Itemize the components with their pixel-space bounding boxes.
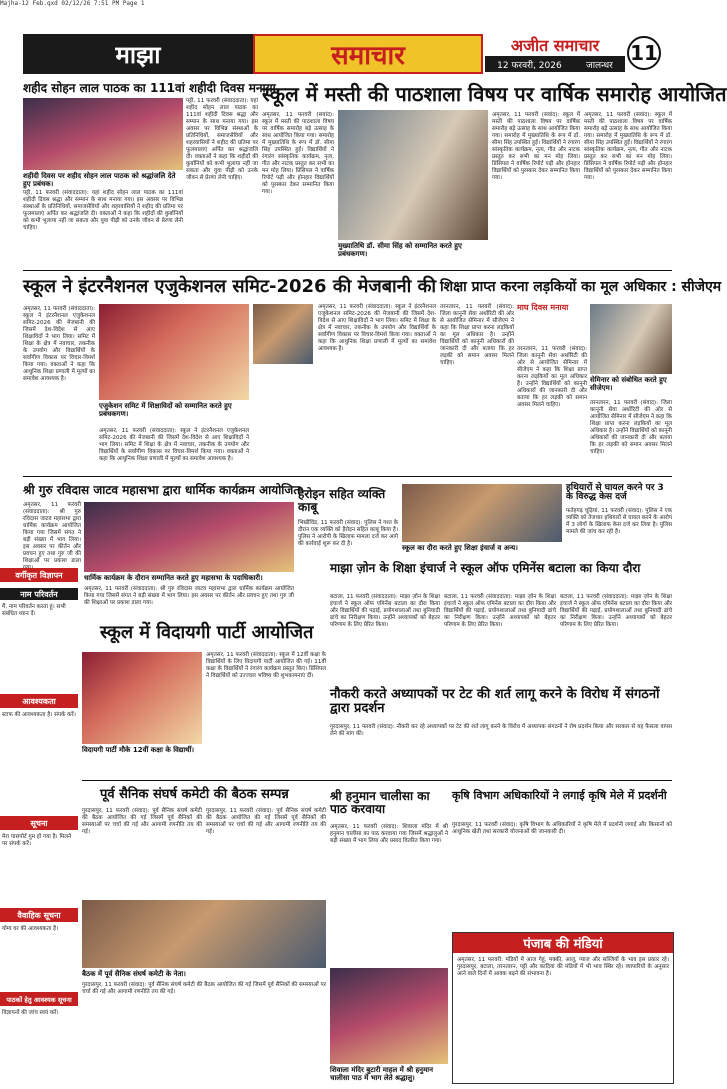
- caption-farewell-party: विदायगी पार्टी मौके 12वीं कक्षा के विद्यार्थी।: [82, 746, 195, 754]
- name-change-heading: नाम परिवर्तन: [0, 588, 78, 600]
- section-title-left: माझा: [23, 34, 253, 74]
- divider: [23, 476, 672, 477]
- headline-ladkiyon-adhikar: शिक्षा प्राप्त करना लड़कियों का मूल अधिकार : सीजेएम: [440, 279, 722, 295]
- headline-school-eminence: माझा ज़ोन के शिक्षा इंचार्ज ने स्कूल ऑफ एमिनेंस बटाला का किया दौरा: [330, 561, 641, 575]
- issue-date: 12 फरवरी, 2026: [497, 60, 562, 71]
- paper-name: अजीत समाचार: [510, 36, 600, 55]
- body-school-eminence-col2: बटाला, 11 फरवरी (संवाददाता): माझा ज़ोन के शिक्षा इंचार्ज ने स्कूल ऑफ एमिनेंस बटाला का दौरा किया और विद्यार्थियों की पढ़ाई, प्रयोगशालाओं तथा बुनियादी ढांचे का निरीक्षण किया। उन्होंने अध्यापकों को बेहतर परिणाम के लिए प्रेरित किया।: [444, 594, 556, 628]
- subhead-magh-diwas: माघ दिवस मनाया: [517, 303, 569, 312]
- body-hanuman-chalisa: अमृतसर, 11 फरवरी (संवाद): शिवाला मंदिर में श्री हनुमान चालीसा का पाठ करवाया गया जिसमें श्रद्धालुओं ने बड़ी संख्या में भाग लिया और प्रसाद वितरित किया गया।: [330, 824, 448, 844]
- body-ladkiyon-adhikar: तरनतारन, 11 फरवरी (संवाद): जिला कानूनी सेवा अथॉरिटी की ओर से आयोजित सेमिनार में सीजेएम ने कहा कि शिक्षा प्राप्त करना लड़कियों का मूल अधिकार है। उन्होंने विद्यार्थियों को कानूनी अधिकारों की जानकारी दी और बताया कि हर लड़की को समान अवसर मिलने चाहिए।: [440, 304, 514, 366]
- mandi-rates-box: [452, 932, 674, 1084]
- photo-ravidas-mahasabha: [84, 502, 294, 572]
- headline-shaheed-diwas: शहीद सोहन लाल पाठक का 111वां शहीदी दिवस मनाया: [23, 81, 276, 95]
- caption-purv-sainik: बैठक में पूर्व सैनिक संघर्ष कमेटी के नेता।: [82, 970, 186, 978]
- photo-farewell-party: [82, 652, 202, 744]
- section-title-right: समाचार: [253, 34, 483, 74]
- body-ladkiyon-adhikar-col2: तरनतारन, 11 फरवरी (संवाद): जिला कानूनी सेवा अथॉरिटी की ओर से आयोजित सेमिनार में सीजेएम ने कहा कि शिक्षा प्राप्त करना लड़कियों का मूल अधिकार है। उन्होंने विद्यार्थियों को कानूनी अधिकारों की जानकारी दी और बताया कि हर लड़की को समान अवसर मिलने चाहिए।: [517, 346, 587, 408]
- caption-ravidas-mahasabha: धार्मिक कार्यक्रम के दौरान सम्मानित करते हुए महासभा के पदाधिकारी।: [84, 574, 263, 582]
- body-farewell-party: अमृतसर, 11 फरवरी (संवाददाता): स्कूल में 12वीं कक्षा के विद्यार्थियों के लिए विदायगी पार्टी आयोजित की गई। 11वीं कक्षा के विद्यार्थियों ने रंगारंग कार्यक्रम प्रस्तुत किए। प्रिंसिपल ने विद्यार्थियों को उज्ज्वल भविष्य की शुभकामनाएं दीं।: [206, 652, 326, 679]
- photo-cjm-seminar: [590, 304, 672, 374]
- photo-purv-sainik: [82, 900, 326, 968]
- caption-shaheed-diwas: शहीदी दिवस पर शहीद सोहन लाल पाठक को श्रद्धांजलि देते हुए प्रबंधक।: [23, 172, 176, 189]
- photo-shaheed-diwas: [23, 98, 183, 170]
- issue-city: जालन्धर: [586, 60, 613, 71]
- classifieds-heading: वर्गीकृत विज्ञापन: [0, 568, 78, 582]
- divider: [82, 780, 672, 781]
- headline-tet-virodh: नौकरी करते अध्यापकों पर टेट की शर्त लागू करने के विरोध में संगठनों द्वारा प्रदर्शन: [330, 687, 660, 716]
- photo-education-summit: [99, 304, 249, 400]
- body-education-summit: अमृतसर, 11 फरवरी (संवाददाता): स्कूल ने इंटरनैशनल एजुकेशनल समिट-2026 की मेजबानी की जिसमें देश-विदेश से आए शिक्षाविदों ने भाग लिया। समिट में शिक्षा के क्षेत्र में नवाचार, तकनीक के उपयोग और विद्यार्थियों के सर्वांगीण विकास पर विचार-विमर्श किया गया। वक्ताओं ने कहा कि आधुनिक शिक्षा प्रणाली में मूल्यों का समावेश आवश्यक है।: [23, 306, 95, 382]
- body-shaheed-diwas: पट्टी, 11 फरवरी (संवाददाता): यहां शहीद सोहन लाल पाठक का 111वां शहीदी दिवस श्रद्धा और सम्मान के साथ मनाया गया। इस अवसर पर विभिन्न संस्थाओं के प्रतिनिधियों, समाजसेवियों और शहरवासियों ने शहीद की प्रतिमा पर फूलमालाएं अर्पित कर श्रद्धांजलि दी। वक्ताओं ने कहा कि शहीदों की कुर्बानियों को कभी भुलाया नहीं जा सकता और युवा पीढ़ी को उनके जीवन से प्रेरणा लेनी चाहिए।: [23, 190, 183, 231]
- caption-cjm-seminar: सेमिनार को संबोधित करते हुए सीजेएम।: [590, 376, 667, 393]
- body-shaheed-diwas-col2: पट्टी, 11 फरवरी (संवाददाता): यहां शहीद सोहन लाल पाठक का 111वां शहीदी दिवस श्रद्धा और सम्मान के साथ मनाया गया। इस अवसर पर विभिन्न संस्थाओं के प्रतिनिधियों, समाजसेवियों और शहरवासियों ने शहीद की प्रतिमा पर फूलमालाएं अर्पित कर श्रद्धांजलि दी। वक्ताओं ने कहा कि शहीदों की कुर्बानियों को कभी भुलाया नहीं जा सकता और युवा पीढ़ी को उनके जीवन से प्रेरणा लेनी चाहिए।: [186, 98, 258, 181]
- body-purv-sainik-col2: गुरदासपुर, 11 फरवरी (संवाद): पूर्व सैनिक संघर्ष कमेटी की बैठक आयोजित की गई जिसमें पूर्व सैनिकों की समस्याओं पर चर्चा की गई और आगामी रणनीति तय की गई।: [206, 808, 326, 835]
- body-purv-sainik: गुरदासपुर, 11 फरवरी (संवाद): पूर्व सैनिक संघर्ष कमेटी की बैठक आयोजित की गई जिसमें पूर्व सैनिकों की समस्याओं पर चर्चा की गई और आगामी रणनीति तय की गई।: [82, 808, 202, 835]
- mandi-rates-text: अमृतसर, 11 फरवरी: मंडियों में आज गेहूं, मक्की, आलू, प्याज और सब्जियों के भाव इस प्रकार रहे। गुरदासपुर, बटाला, तरनतारन, पट्टी और कादियां की मंडियों में भी भाव स्थिर रहे। व्यापारियों के अनुसार आने वाले दिनों में आवक बढ़ने की संभावना है।: [457, 957, 669, 977]
- body-heroin: भिखीविंड, 11 फरवरी (संवाद): पुलिस ने गश्त के दौरान एक व्यक्ति को हैरोइन सहित काबू किया है। पुलिस ने आरोपी के खिलाफ मामला दर्ज कर आगे की कार्रवाई शुरू कर दी है।: [298, 520, 398, 547]
- readers-notice-heading: पाठकों हेतु आवश्यक सूचना: [0, 992, 78, 1006]
- name-change-text: मैं, नाम परिवर्तन करता हूं। सभी संबंधित ध्यान दें।: [2, 604, 66, 617]
- body-ravidas-mahasabha: अमृतसर, 11 फरवरी (संवाददाता): श्री गुरु रविदास जाटव महासभा द्वारा धार्मिक कार्यक्रम आयोजित किया गया जिसमें संगत ने बड़ी संख्या में भाग लिया। इस अवसर पर कीर्तन और प्रवचन हुए तथा गुरु जी की शिक्षाओं पर प्रकाश डाला: [23, 502, 81, 564]
- photo-school-eminence: [402, 484, 562, 542]
- body-education-summit-col2: अमृतसर, 11 फरवरी (संवाददाता): स्कूल ने इंटरनैशनल एजुकेशनल समिट-2026 की मेजबानी की जिसमें देश-विदेश से आए शिक्षाविदों ने भाग लिया। समिट में शिक्षा के क्षेत्र में नवाचार, तकनीक के उपयोग और विद्यार्थियों के सर्वांगीण विकास पर विचार-विमर्श किया गया। वक्ताओं ने कहा कि आधुनिक शिक्षा प्रणाली में मूल्यों का समावेश आवश्यक है।: [99, 428, 249, 462]
- body-education-summit-col3: अमृतसर, 11 फरवरी (संवाददाता): स्कूल ने इंटरनैशनल एजुकेशनल समिट-2026 की मेजबानी की जिसमें देश-विदेश से आए शिक्षाविदों ने भाग लिया। समिट में शिक्षा के क्षेत्र में नवाचार, तकनीक के उपयोग और विद्यार्थियों के सर्वांगीण विकास पर विचार-विमर्श किया गया। वक्ताओं ने कहा कि आधुनिक शिक्षा प्रणाली में मूल्यों का समावेश आवश्यक है।: [318, 304, 436, 352]
- requirement-heading: आवश्यकता: [0, 694, 78, 708]
- page-number: 11: [627, 36, 661, 70]
- masthead: [23, 34, 663, 74]
- divider: [23, 270, 672, 271]
- mandi-rates-title: पंजाब की मंडियां: [453, 933, 673, 953]
- body-school-eminence-col3: बटाला, 11 फरवरी (संवाददाता): माझा ज़ोन के शिक्षा इंचार्ज ने स्कूल ऑफ एमिनेंस बटाला का दौरा किया और विद्यार्थियों की पढ़ाई, प्रयोगशालाओं तथा बुनियादी ढांचे का निरीक्षण किया। उन्होंने अध्यापकों को बेहतर परिणाम के लिए प्रेरित किया।: [560, 594, 672, 628]
- caption-school-eminence: स्कूल का दौरा करते हुए शिक्षा इंचार्ज व अन्य।: [402, 544, 518, 552]
- readers-notice-text: विज्ञापनों की जांच स्वयं करें।: [2, 1010, 59, 1016]
- headline-heroin: हैरोइन सहित व्यक्ति काबू: [298, 487, 386, 514]
- print-slug: Majha-12 Feb.qxd 02/12/26 7:51 PM Page 1: [0, 0, 145, 7]
- headline-hanuman-chalisa: श्री हनुमान चालीसा का पाठ करवाया: [330, 789, 430, 816]
- caption-varshik-samaroh: मुख्यातिथि डॉ. सीमा सिंह को सम्मानित करते हुए प्रबंधकगण।: [338, 242, 462, 259]
- headline-varshik-samaroh: स्कूल में मस्ती की पाठशाला विषय पर वार्षिक समारोह आयोजित: [262, 82, 727, 106]
- matrimonial-text: योग्य वर की आवश्यकता है।: [2, 926, 59, 932]
- body-ravidas-mahasabha-col2: अमृतसर, 11 फरवरी (संवाददाता): श्री गुरु रविदास जाटव महासभा द्वारा धार्मिक कार्यक्रम आयोजित किया गया जिसमें संगत ने बड़ी संख्या में भाग लिया। इस अवसर पर कीर्तन और प्रवचन हुए तथा गुरु जी की शिक्षाओं पर प्रकाश डाला गया।: [84, 586, 294, 606]
- dateline-bar: [485, 56, 625, 72]
- notice-text: मेरा पासपोर्ट गुम हो गया है। मिलने पर संपर्क करें।: [2, 834, 72, 847]
- body-varshik-samaroh-col2: अमृतसर, 11 फरवरी (सवांद): स्कूल में मस्ती की पाठशाला विषय पर वार्षिक समारोह बड़े उत्साह के साथ आयोजित किया गया। समारोह में मुख्यातिथि के रूप में डॉ. सीमा सिंह उपस्थित हुईं। विद्यार्थियों ने रंगारंग सांस्कृतिक कार्यक्रम, नृत्य, गीत और नाटक प्रस्तुत कर सभी का मन मोह लिया। प्रिंसिपल ने वार्षिक रिपोर्ट पढ़ी और होनहार विद्यार्थियों को पुरस्कार देकर सम्मानित किया गया।: [492, 112, 580, 181]
- body-tet-virodh: गुरदासपुर, 11 फरवरी (संवाद): नौकरी कर रहे अध्यापकों पर टेट की शर्त लागू करने के विरोध में अध्यापक संगठनों ने रोष प्रदर्शन किया और सरकार से यह फैसला वापस लेने की मांग की।: [330, 724, 672, 737]
- requirement-text: स्टाफ की आवश्यकता है। संपर्क करें।: [2, 712, 76, 718]
- body-ladkiyon-adhikar-col3: तरनतारन, 11 फरवरी (संवाद): जिला कानूनी सेवा अथॉरिटी की ओर से आयोजित सेमिनार में सीजेएम ने कहा कि शिक्षा प्राप्त करना लड़कियों का मूल अधिकार है। उन्होंने विद्यार्थियों को कानूनी अधिकारों की जानकारी दी और बताया कि हर लड़की को समान अवसर मिलने चाहिए।: [590, 400, 673, 455]
- matrimonial-heading: वैवाहिक सूचना: [0, 908, 78, 922]
- headline-purv-sainik: पूर्व सैनिक संघर्ष कमेटी की बैठक सम्पन्न: [100, 787, 289, 802]
- headline-hathiyar-case: हथियारों से घायल करने पर 3 के विरुद्ध केस दर्ज: [566, 483, 664, 503]
- body-school-eminence: बटाला, 11 फरवरी (संवाददाता): माझा ज़ोन के शिक्षा इंचार्ज ने स्कूल ऑफ एमिनेंस बटाला का दौरा किया और विद्यार्थियों की पढ़ाई, प्रयोगशालाओं तथा बुनियादी ढांचे का निरीक्षण किया। उन्होंने अध्यापकों को बेहतर परिणाम के लिए प्रेरित किया।: [330, 594, 440, 628]
- body-varshik-samaroh-col3: अमृतसर, 11 फरवरी (सवांद): स्कूल में मस्ती की पाठशाला विषय पर वार्षिक समारोह बड़े उत्साह के साथ आयोजित किया गया। समारोह में मुख्यातिथि के रूप में डॉ. सीमा सिंह उपस्थित हुईं। विद्यार्थियों ने रंगारंग सांस्कृतिक कार्यक्रम, नृत्य, गीत और नाटक प्रस्तुत कर सभी का मन मोह लिया। प्रिंसिपल ने वार्षिक रिपोर्ट पढ़ी और होनहार विद्यार्थियों को पुरस्कार देकर सम्मानित किया गया।: [584, 112, 672, 181]
- classifieds-sidebar: [0, 560, 78, 1080]
- photo-summit-guest: [253, 304, 313, 364]
- body-varshik-samaroh: अमृतसर, 11 फरवरी (सवांद): स्कूल में मस्ती की पाठशाला विषय पर वार्षिक समारोह बड़े उत्साह के साथ आयोजित किया गया। समारोह में मुख्यातिथि के रूप में डॉ. सीमा सिंह उपस्थित हुईं। विद्यार्थियों ने रंगारंग सांस्कृतिक कार्यक्रम, नृत्य, गीत और नाटक प्रस्तुत कर सभी का मन मोह लिया। प्रिंसिपल ने वार्षिक रिपोर्ट पढ़ी और होनहार विद्यार्थियों को पुरस्कार देकर सम्मानित किया गया।: [262, 112, 334, 195]
- headline-farewell-party: स्कूल में विदायगी पार्टी आयोजित: [100, 622, 314, 643]
- notice-heading: सूचना: [0, 816, 78, 830]
- caption-hanuman-chalisa: शिवाला मंदिर बुटारी माहल में श्री हनुमान चालीसा पाठ में भाग लेते श्रद्धालु।: [330, 1066, 433, 1083]
- body-purv-sainik-col3: गुरदासपुर, 11 फरवरी (संवाद): पूर्व सैनिक संघर्ष कमेटी की बैठक आयोजित की गई जिसमें पूर्व सैनिकों की समस्याओं पर चर्चा की गई और आगामी रणनीति तय की गई।: [82, 982, 326, 995]
- caption-education-summit: एजुकेशन समिट में शिक्षाविदों को सम्मानित करते हुए प्रबंधकगण।: [99, 402, 232, 419]
- headline-krishi-mela: कृषि विभाग अधिकारियों ने लगाई कृषि मेले में प्रदर्शनी: [452, 789, 667, 802]
- headline-ravidas-mahasabha: श्री गुरु रविदास जाटव महासभा द्वारा धार्मिक कार्यक्रम आयोजित: [23, 483, 301, 497]
- photo-varshik-samaroh: [338, 110, 488, 240]
- photo-hanuman-chalisa: [330, 968, 448, 1064]
- body-hathiyar-case: फतेहगढ़ चूड़ियां, 11 फरवरी (संवाद): पुलिस ने एक व्यक्ति को तेजधार हथियारों से घायल करने के आरोप में 3 लोगों के खिलाफ केस दर्ज कर लिया है। पुलिस मामले की जांच कर रही है।: [566, 508, 672, 535]
- headline-education-summit: स्कूल ने इंटरनैशनल एजुकेशनल समिट-2026 की मेजबानी की: [23, 276, 437, 297]
- body-krishi-mela: गुरदासपुर, 11 फरवरी (संवाद): कृषि विभाग के अधिकारियों ने कृषि मेले में प्रदर्शनी लगाई और किसानों को आधुनिक खेती तथा सरकारी योजनाओं की जानकारी दी।: [452, 822, 672, 835]
